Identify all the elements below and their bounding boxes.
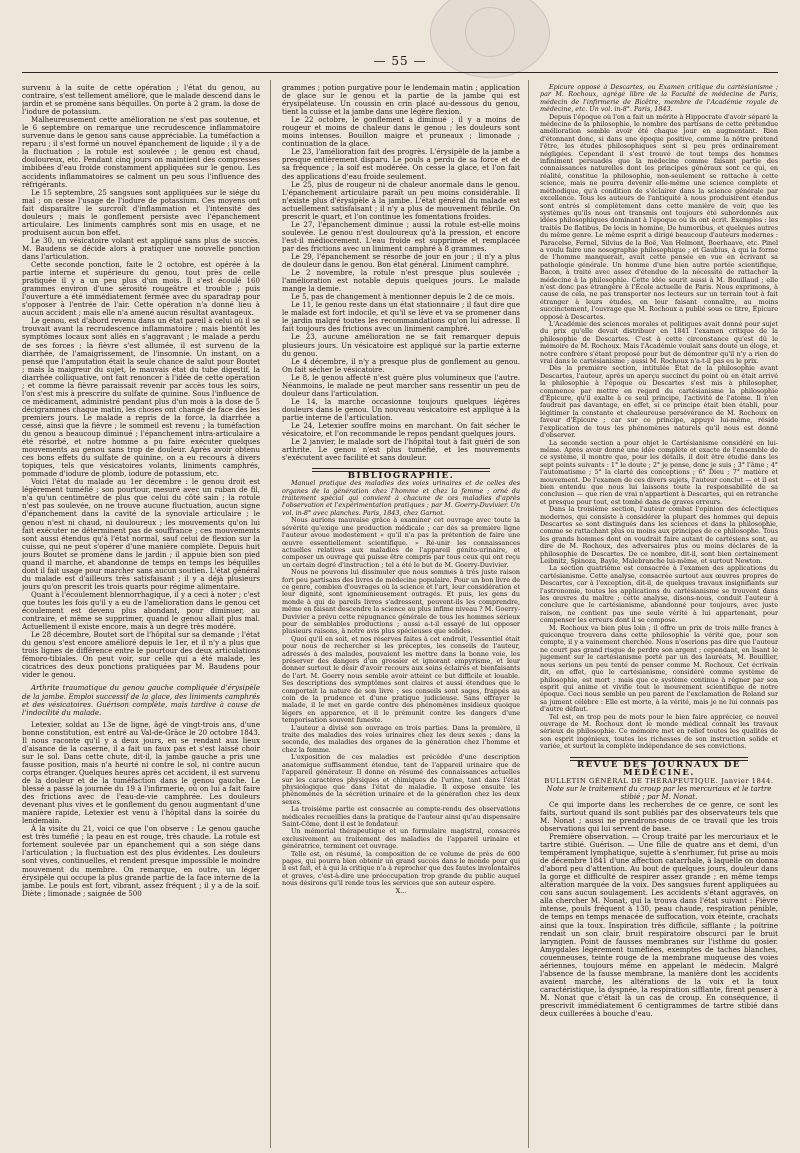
review-paragraph: L'exposition de ces maladies est précédée d'une description anatomique suffisamment étendue, tant de l'appareil urinaire que de l'appareil générateur. Il donne en résumé des connaissances actuelles sur les caractères physiques et chimiques de l'urine, tant dans l'état physiologique que dans l'état de maladie. Il expose ensuite les phénomènes de la sécrétion urinaire et de la génération chez les deux sexes. [282, 753, 520, 806]
paragraph: Ce qui importe dans les recherches de ce genre, ce sont les faits, surtout quand ils sont publiés par des observateurs tels que M. Nonat ; aussi ne prendrons-nous de ce travail que les trois observations qui lui servent de base. [540, 799, 778, 833]
paragraph: Le 30, un vésicatoire volant est appliqué sans plus de succès. M. Baudens se décide alors à pratiquer une nouvelle ponction dans l'articulation. [22, 235, 260, 261]
book-title: Épicure opposé à Descartes, ou Examen critique du cartésianisme ; par M. Rochoux, agrégé libre de la Faculté de médecine de Paris, médecin de l'infirmerie de Bicêtre, membre de l'Académie royale de médecine, etc. Un vol. in-8°. Paris, 1843. [540, 84, 778, 114]
paragraph: Le 28 décembre, Boutet sort de l'hôpital sur sa demande ; l'état du genou s'est encore amélioré depuis le 1er, et il n'y a plus que trois lignes de différence entre le pourtour des deux articulations fémoro-tibiales. On peut voir, sur celle qui a été malade, les cicatrices des deux ponctions pratiquées par M. Baudens pour vider le genou. [22, 630, 260, 680]
book-title: Manuel pratique des maladies des voies urinaires et de celles des organes de la génération chez l'homme et chez la femme ; orné du traitement spécial qui convient à chacune de ces maladies d'après l'observation et l'expérimentation pratiques ; par M. Goerry-Duvivier. Un vol. in-8° avec planches. Paris, 1843, chez Garnot. [282, 479, 520, 517]
paragraph: Le 22 octobre, le gonflement a diminué ; il y a moins de rougeur et moins de chaleur dans le genou ; les douleurs sont moins intenses. Bouillon maigre et pruneaux ; limonade ; continuation de la glace. [282, 115, 520, 149]
paragraph: survenu à la suite de cette opération ; l'état du genou, au contraire, s'est tellement amélioré, que le malade descend dans le jardin et se promène sans béquilles. On porte à 2 gram. la dose de l'iodure de potassium. [22, 84, 260, 117]
column-divider [528, 80, 529, 1148]
review-paragraph: La seconde section a pour objet le Cartésianisme considéré en lui-même. Après avoir donné une idée complète et exacte de l'ensemble de ce système, il montre que, pour les détails, il doit être étudié dans les sept points suivants : 1° le doute ; 2° je pense, donc je suis ; 3° l'âme ; 4° l'automatisme ; 5° la clarté des conceptions ; 6° Dieu ; 7° matière et mouvement. De l'examen de ces divers sujets, l'auteur conclut — et il est bien entendu que nous lui laissons toute la responsabilité de sa conclusion — que rien de vrai n'appartient à Descartes, qui en retranche et presque pour tout, est tombé dans de graves erreurs. [540, 438, 778, 506]
paragraph: Le genou, est d'abord revenu dans un état pareil à celui où il se trouvait avant la recrudescence inflammatoire ; mais bientôt les symptômes locaux sont allés en s'aggravant ; le malade a perdu de ses forces ; la fièvre s'est allumée, il est survenu de la diarrhée, de l'amaigrissement, de l'insomnie. Un instant, on a pensé que l'amputation était la seule chance de salut pour Boutet ; mais la maigreur du sujet, le mauvais état du tube digestif, la diarrhée colliquative, ont fait renoncer à l'idée de cette opération ; et comme la fièvre paraissait revenir par accès tous les soirs, l'on s'est mis à prescrire du sulfate de quinine. Sous l'influence de ce médicament, administré pendant plus d'un mois à la dose de 5 décigrammes chaque matin, les choses ont changé de face dès les premiers jours. Le malade a repris de la force, la diarrhée a cessé, ainsi que la fièvre ; le sommeil est revenu ; la tuméfaction du genou a beaucoup diminué ; l'épanchement intra-articulaire a été résorbé, et notre homme a pu faire exécuter quelques mouvements au genou sans trop de douleur. Après avoir obtenu ces bons effets du sulfate de quinine, on a eu recours à divers topiques, tels que vésicatoires volants, liniments camphrés, pommade d'iodure de plomb, iodure de potassium, etc. [22, 316, 260, 479]
paragraph: Cette seconde ponction, faite le 2 octobre, est opérée à la partie interne et supérieure du genou, tout près de celle pratiquée il y a un peu plus d'un mois. Il s'est écoulé 160 grammes environ d'une sérosité rougeâtre et trouble ; puis l'ouverture a été immédiatement fermée avec du sparadrap pour s'opposer à l'entrée de l'air. Cette opération n'a donné lieu à aucun accident ; mais elle n'a amené aucun résultat avantageux. [22, 260, 260, 318]
paragraph: Le 23, l'amélioration fait des progrès. L'érysipèle de la jambe a presque entièrement disparu. Le pouls a perdu de sa force et de sa fréquence ; la soif est modérée. On cesse la glace, et l'on fait des applications d'eau froide seulement. [282, 147, 520, 181]
paragraph: Le 4 décembre, il n'y a presque plus de gonflement au genou. On fait sécher le vésicatoire. [282, 356, 520, 374]
paragraph: Le 15 septembre, 25 sangsues sont appliquées sur le siége du mal ; on cesse l'usage de l'iodure de potassium. Ces moyens ont fait disparaître le surcroît d'inflammation et l'intensité des douleurs ; mais le gonflement persiste avec l'épanchement articulaire. Les liniments camphrés sont mis en usage, et ne produisent aucun bon effet. [22, 187, 260, 237]
review-paragraph: L'Académie des sciences morales et politiques avait donné pour sujet du prix qu'elle devait distribuer en 1841 l'examen critique de la philosophie de Descartes. C'est à cette circonstance qu'est dû le mémoire de M. Rochoux. Mais l'Académie voulait sans doute un éloge, et notre confrère s'étant proposé pour but de démontrer qu'il n'y a rien de vrai dans le cartésianisme ; aussi M. Rochoux n'a-t-il pas eu le prix. [540, 320, 778, 366]
review-paragraph: Dans la troisième section, l'auteur combat l'opinion des éclectiques modernes, qui consiste à considérer la plupart des hommes qui depuis Descartes se sont distingués dans les sciences et dans la philosophie, comme se rattachant plus ou moins aux principes de ce philosophe. Tous les grands hommes dont on voudrait faire autant de cartésiens sont, au dire de M. Rochoux, des adversaires plus ou moins déclarés de la philosophie de Descartes. De ce nombre, dit-il, sont bien certainement Leibnitz, Spinoza, Bayle, Malebranche lui-même, et surtout Newton. [540, 505, 778, 565]
review-paragraph: Nous ne pouvons lui dissimuler que nous sommes à très juste raison fort peu partisans des livres de médecine populaire. Pour un bon livre de ce genre, combien d'ouvrages où la science et l'art, leur considération et leur dignité, sont ignominieusement outragés. Et puis, les gens du monde à qui de pareils livres s'adressent, peuvent-ils les comprendre, même en faisant descendre la science au plus infime niveau ? M. Goerry-Duvivier a prévu cette répugnance générale de tous les hommes sérieux pour de semblables productions ; aussi a-t-il essayé de lui opposer plusieurs raisons, à notre avis plus spécieuses que solides. [282, 568, 520, 636]
review-paragraph: Quoi qu'il en soit, et nos réserves faites à cet endroit, l'essentiel était pour nous de rechercher si les préceptes, les conseils de l'auteur, adressés à des malades, pouvaient les mettre dans la bonne voie, les préserver des dangers d'un grossier et ignorant empyrisme, et leur donner surtout le désir d'avoir recours aux soins éclairés et bienfaisants de l'art. M. Goerry nous semble avoir atteint ce but difficile et louable. Ses descriptions des symptômes sont claires et aussi étendues que le comportait la nature de son livre ; ses conseils sont sages, frappés au coin de la prudence et d'une pratique judicieuse. Sans effrayer le malade, il le met en garde contre des phénomènes insidieux quoique légers en apparence, et il le prémunit contre les dangers d'une temporisation souvent funeste. [282, 634, 520, 725]
journals-review-heading: REVUE DES JOURNAUX DE MÉDECINE. [577, 759, 741, 778]
paragraph: Le 11, le genou reste dans un état stationnaire ; il faut dire que le malade est fort indocile, et qu'il se lève et va se promener dans le jardin malgré toutes les recommandations qu'on lui adresse. Il fait toujours des frictions avec un liniment camphré. [282, 300, 520, 334]
paragraph: Le 23, aucune amélioration ne se fait remarquer depuis plusieurs jours. Un vésicatoire est appliqué sur la partie externe du genou. [282, 332, 520, 358]
note-title: Note sur le traitement du croup par les mercuriaux et le tartre stibié ; par M. Nonat. [546, 783, 772, 801]
journal-source: BULLETIN GÉNÉRAL DE THÉRAPEUTIQUE. Janvier 1844. [544, 776, 774, 785]
paragraph: Le 2 janvier, le malade sort de l'hôpital tout à fait guéri de son arthrite. Le genou n'est plus tuméfié, et les mouvements s'exécutent avec facilité et sans douleur. [282, 437, 520, 463]
paragraph: Première observation. — Croup traité par les mercuriaux et le tartre stibié. Guérison. — Une fille de quatre ans et demi, d'un tempérament lymphatique, sujette à s'enrhumer, fut prise au mois de décembre 1841 d'une affection catarrhale, à laquelle on donna d'abord peu d'attention. Au bout de quelques jours, douleur dans la gorge et difficulté de respirer assez grande ; en même temps altération marquée de la voix. Des sangsues furent appliquées au cou sans aucun soulagement. Les accidents s'étant aggravés, on alla chercher M. Nonat, qui la trouva dans l'état suivant : Fièvre intense, pouls fréquent à 130, peau chaude, respiration pénible, de temps en temps menacée de suffocation, voix éteinte, crachats ainsi que la toux. Inspiration très difficile, sifflante ; la poitrine rendait un son clair, bruit respiratoire obscurci par le bruit laryngien. Point de fausses membranes sur l'isthme du gosier. Amygdales légèrement tuméfiées, exemptes de taches blanches, couenneuses, teinte rouge de la membrane muqueuse des voies aériennes, toujours même en appelant le médecin. Malgré l'absence de la fausse membrane, la manière dont les accidents avaient marché, les altérations de la voix et la toux caractéristique, la dyspnée, la respiration sifflante, firent penser à M. Nonat que c'était là un cas de croup. En conséquence, il prescrivit immédiatement 6 centigrammes de tartre stibié dans deux cuillerées à bouche d'eau. [540, 831, 778, 1019]
page-header [0, 0, 800, 78]
paragraph: Le 8, le genou affecté n'est guère plus volumineux que l'autre. Néanmoins, le malade ne peut marcher sans ressentir un peu de douleur dans l'articulation. [282, 372, 520, 398]
review-signature: X... [395, 886, 407, 895]
review-paragraph: Dès la première section, intitulée État de la philosophie avant Descartes, l'auteur, après un aperçu succinct du point où en était arrivé la philosophie à l'époque où Descartes s'est mis à philosopher, commence par mettre en regard du cartésianisme la philosophie d'Épicure, qu'il exalte à ce seul principe, l'activité de l'atome. Il n'en faudrait pas davantage, en effet, si ce principe était bien établi, pour légitimer la constante et chaleureuse persévérance de M. Rochoux en faveur d'Épicure ; car sur ce principe, appuyé lui-même, réside l'explication de tous les phénomènes naturels qu'il nous est donné d'observer. [540, 364, 778, 440]
paragraph: Le 27, l'épanchement diminue ; aussi la rotule est-elle moins soulevée. Le genou n'est douloureux qu'à la pression, et encore l'est-il médiocrement. L'eau froide est supprimée et remplacée par des frictions avec un liniment camphré à 8 grammes. [282, 219, 520, 253]
review-paragraph: Tel est, en trop peu de mots pour le bien faire apprécier, ce nouvel ouvrage de M. Rochoux dont le monde médical connaît les travaux sérieux de philosophie. Ce mémoire met en relief toutes les qualités de son esprit ingénieux, toutes les richesses de son instruction solide et variée, et surtout la complète indépendance de ses convictions. [540, 712, 778, 751]
paragraph: Malheureusement cette amélioration ne s'est pas soutenue, et le 6 septembre on remarque une recrudescence inflammatoire survenue dans le genou sans cause appréciable. La tuméfaction a reparu ; il s'est formé un nouvel épanchement de liquide ; il y a de la fluctuation ; la rotule est soulevée ; le genou est chaud, douloureux, etc. Pendant cinq jours on maintient des compresses imbibées d'eau froide constamment appliquées sur le genou. Les accidents inflammatoires se calment un peu sous l'influence des réfrigérants. [22, 115, 260, 189]
column-left [22, 84, 260, 1152]
paragraph: À la visite du 21, voici ce que l'on observe : Le genou gauche est très tuméfié ; la peau en est rouge, très chaude. La rotule est fortement soulevée par un épanchement qui a son siége dans l'articulation ; la fluctuation est des plus évidentes. Les douleurs sont vives, continuelles, et rendent presque impossible le moindre mouvement du membre. On remarque, en outre, un léger érysipèle qui occupe la plus grande partie de la face interne de la jambe. Le pouls est fort, vibrant, assez fréquent ; il y a de la soif. Diète ; limonade ; saignée de 500 [22, 824, 260, 898]
paragraph: Le 14, la marche occasionne toujours quelques légères douleurs dans le genou. Un nouveau vésicatoire est appliqué à la partie interne de l'articulation. [282, 396, 520, 422]
review-paragraph: Depuis l'époque où l'on a fait un mérite à Hippocrate d'avoir séparé la médecine de la philosophie, le nombre des partisans de cette prétendue amélioration semble avoir été chaque jour en augmentant. Rien d'étonnant donc, si dans une époque positive, comme la nôtre prétend l'être, les études philosophiques sont si peu prés ordinairement négligées. Cependant il s'est trouvé de tout temps des hommes infiniment persuadés que la médecine comme faisant partie des connaissances naturelles dont les principes généraux sont ce qui, en réalité, constitue la philosophie, non-seulement se rattache à cette science, mais ne pourra devenir elle-même une science complète et méthodique, qu'à condition de s'éclairer dans la science générale par excellence. Tous les auteurs de l'antiquité à nous produisirent étendus sont entrés si complètement dans cette manière de voir, que les systèmes qu'ils nous ont transmis ont toujours été subordonnés aux idées philosophiques dominant à l'époque où ils ont écrit. Exemples : les traités De flatibus, De locis in homine, De humoribus, et quelques autres du même genre. Le même esprit a dirigé beaucoup d'auteurs modernes : Paracelse, Fernel, Silvius de la Boë, Van Helmont, Boerhaave, etc. Pinel a voulu faire une nosographie philosophique ; et Gaubius, à qui la forme de l'homme manquerait, avait cette pensée en vue en écrivant sa pathologie générale. Un homme d'une bien autre portée scientifique, Bacon, à traité avec assez d'étendue de la nécessité de rattacher la médecine à la philosophie. Cette idée sourit aussi à M. Bouillaud ; elle n'est donc pas étrangère à l'École actuelle de Paris. Nous exprimons, à cause de cela, ne pas transporter nos lecteurs sur un terrain tout à fait étranger à leurs études, en leur faisant connaître, au moins succinctement, l'ouvrage que M. Rochoux a publié sous ce titre, Épicure opposé à Descartes. [540, 112, 778, 321]
column-divider [270, 80, 271, 1148]
review-paragraph: L'auteur a divisé son ouvrage en trois parties. Dans la première, il traite des maladies des voies urinaires chez les deux sexes ; dans la seconde, des maladies des organes de la génération chez l'homme et chez la femme. [282, 723, 520, 754]
review-paragraph: Nous aurions mauvaise grâce à examiner cet ouvrage avec toute la sévérité qu'exige une production médicale ; car dès sa première ligne l'auteur avoue modestement « qu'il n'a pas la prétention de faire une œuvre essentiellement scientifique. » Ré-unir les connaissances actuelles relatives aux maladies de l'appareil génito-urinaire, et composer un ouvrage qui puisse être compris par tous ceux qui ont reçu un certain degré d'instruction ; tel a été le but de M. Goerry-Duvivier. [282, 516, 520, 569]
column-middle [282, 84, 520, 1152]
review-paragraph: M. Rochoux va bien plus loin ; il offre un prix de trois mille francs à quiconque trouvera dans cette philosophie la vérité que, pour son compte, il y a vainement cherchée. Nous n'oserions pas dire que l'auteur ne court pas grand risque de perdre son argent ; cependant, en lisant le jugement sur le cartésianisme porté par un des lauréats, M. Bouillier, nous serions un peu tenté de penser comme M. Rochoux. Cet écrivain dit, en effet, que le cartésianisme, considéré comme système de philosophie, est mort ; mais que ce système continue à régner par son esprit qui anime et vivifie tout le mouvement scientifique de notre époque. Ceci nous semble un peu parent de l'exclamation de Roland sur sa jument célèbre : Elle est morte, à la vérité, mais je ne lui connais pas d'autre défaut. [540, 623, 778, 714]
paragraph: Le 5, pas de changement à mentionner depuis le 2 de ce mois. [291, 292, 515, 302]
paragraph: Voici l'état du malade au 1er décembre : le genou droit est légèrement tuméfié ; son pourtour, mesuré avec un ruban de fil, n'a qu'un centimètre de plus que celui du côté sain ; la rotule n'est pas soulevée, on ne trouve aucune fluctuation, aucun signe d'épanchement dans la cavité de la synoviale articulaire ; le genou n'est ni chaud, ni douloureux ; les mouvements qu'on lui fait exécuter ne déterminent pas de souffrance ; ces mouvements sont aussi étendus qu'à l'état normal, sauf celui de flexion sur la cuisse, qui ne peut s'opérer d'une manière complète. Depuis huit jours Boutet se promène dans le jardin ; il appuie bien son pied quand il marche, et abandonne de temps en temps les béquilles dont il fait usage pour marcher sans aucun soutien. L'état général du malade est d'ailleurs très satisfaisant ; il y a déjà plusieurs jours qu'on prescrit les trois quarts pour régime alimentaire. [22, 477, 260, 591]
paragraph: Le 24, Letexier souffre moins en marchant. On fait sécher le vésicatoire, et l'on recommande le repos pendant quelques jours. [282, 420, 520, 439]
review-paragraph: La troisième partie est consacrée au compte-rendu des observations médicales recueillies dans la pratique de l'auteur ainsi qu'au dispensaire Saint-Côme, dont il est le fondateur. [282, 805, 520, 828]
review-paragraph: La section quatrième est consacrée à l'examen des applications du cartésianisme. Cette analyse, consacrée surtout aux œuvres propres de Descartes, car à l'exception, dit-il, de quelques travaux insignifiants sur l'astronomie, toutes les applications du cartésianisme se trouvent dans les œuvres du maître ; cette analyse, disons-nous, conduit l'auteur à conclure que le cartésianisme, abandonné pour toujours, avec juste raison, ne contient pas une seule vérité à lui appartenant, pour compenser les erreurs dont il se compose. [540, 564, 778, 625]
page-number: — 55 — [373, 54, 427, 68]
paragraph: grammes ; potion purgative pour le lendemain matin ; application de glace sur le genou et la partie de la jambe qui est érysipélateuse. Un coussin en crin placé au-dessous du genou, tient la cuisse et la jambe dans une légère flexion. [282, 84, 520, 117]
paragraph: Le 2 novembre, la rotule n'est presque plus soulevée ; l'amélioration est notable depuis quelques jours. Le malade mange la demie. [282, 268, 520, 294]
paragraph: Letexier, soldat au 13e de ligne, âgé de vingt-trois ans, d'une bonne constitution, est entré au Val-de-Grâce le 20 octobre 1843. Il nous raconte qu'il y a deux jours, en se rendant aux lieux d'aisance de la caserne, il a fait un faux pas et s'est laissé choir sur le sol. Dans cette chute, dit-il, la jambe gauche a pris une fausse position, mais n'a heurté ni contre le sol, ni contre aucun corps étranger. Quelques heures après cet accident, il est survenu de la douleur et de la tuméfaction dans le genou gauche. Le blessé a passé la journée du 19 à l'infirmerie, où on lui a fait faire des frictions avec de l'eau-de-vie camphrée. Les douleurs devenant plus vives et le gonflement du genou augmentant d'une manière rapide, Letexier est venu à l'hôpital dans la soirée du lendemain. [22, 719, 260, 826]
paragraph: Le 29, l'épanchement se résorbe de jour en jour ; il n'y a plus de douleur dans le genou. Bon état général. Liniment camphré. [282, 251, 520, 270]
review-paragraph: Telle est, en résumé, la composition de ce volume de près de 600 pages, qui pourra bien obtenir un grand succès dans le monde pour qui il est fait, et à qui la critique n'a à reprocher que des fautes involontaires et graves, c'est-à-dire une préoccupation trop grande du public auquel nous désirons qu'il rende tous les services que son auteur espère. [282, 849, 520, 888]
bibliography-heading: BIBLIOGRAPHIE. [347, 471, 455, 482]
paragraph: Le 25, plus de rougeur ni de chaleur anormale dans le genou. L'épanchement articulaire paraît un peu moins considérable. Il n'existe plus d'érysipèle à la jambe. L'état général du malade est actuellement satisfaisant ; il n'y a plus de mouvement fébrile. On prescrit le quart, et l'on continue les fomentations froides. [282, 179, 520, 221]
column-right [540, 84, 778, 1152]
observation-title: Arthrite traumatique du genou gauche compliquée d'érysipèle de la jambe. Emploi successif de la glace, des liniments camphrés et des vésicatoires. Guérison complète, mais tardive à cause de l'indocilité du malade. [22, 683, 260, 717]
header-rule [22, 72, 778, 73]
review-paragraph: Un mémorial thérapeutique et un formulaire magistral, consacrés exclusivement au traitement des maladies de l'appareil urinaire et génératrice, terminent cet ouvrage. [282, 827, 520, 851]
paragraph: Quant à l'écoulement blennorrhagique, il y a ceci à noter ; c'est que toutes les fois qu'il y a eu de l'amélioration dans le genou cet écoulement est devenu plus abondant, pour diminuer, au contraire, et même se supprimer, quand le genou allait plus mal. Actuellement il existe encore, mais à un degré très modéré. [22, 589, 260, 632]
